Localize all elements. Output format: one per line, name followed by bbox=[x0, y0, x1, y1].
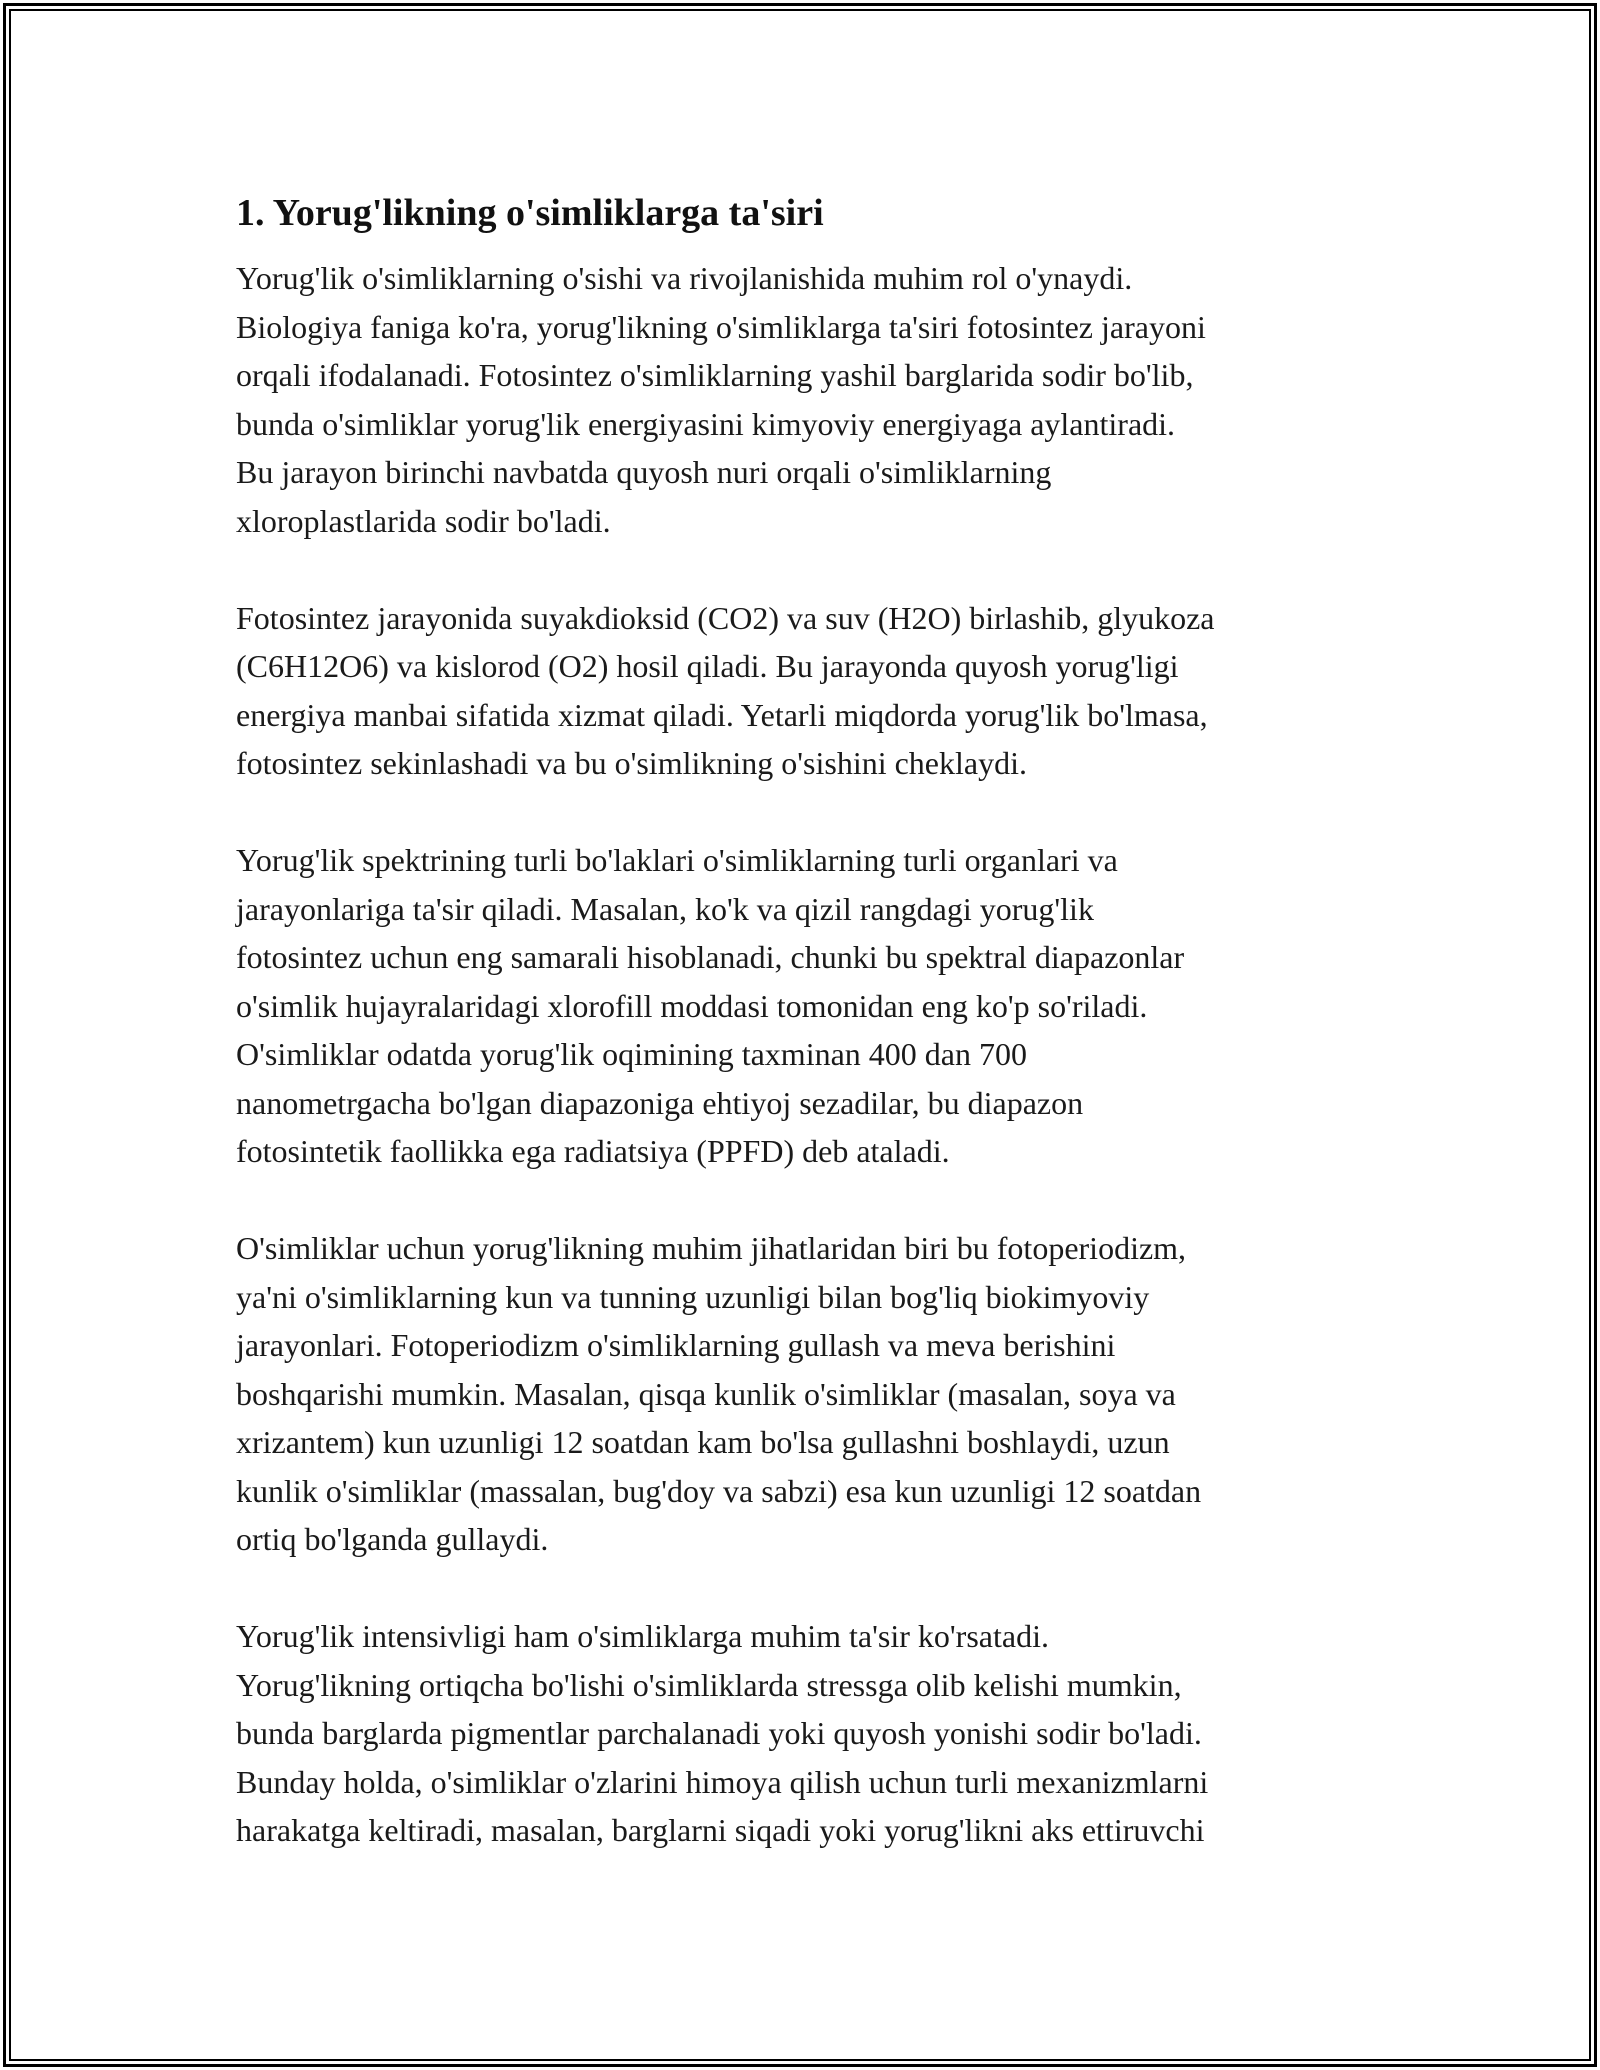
text-line: fotosintez sekinlashadi va bu o'simlikning o'sishini cheklaydi. bbox=[236, 745, 1027, 781]
text-line: fotosintetik faollikka ega radiatsiya (PPFD) deb ataladi. bbox=[236, 1133, 950, 1169]
text-line: boshqarishi mumkin. Masalan, qisqa kunlik o'simliklar (masalan, soya va bbox=[236, 1375, 1176, 1412]
text-line: Biologiya faniga ko'ra, yorug'likning o'simliklarga ta'siri fotosintez jarayoni bbox=[236, 308, 1206, 345]
text-line: o'simlik hujayralaridagi xlorofill moddasi tomonidan eng ko'p so'riladi. bbox=[236, 987, 1148, 1024]
text-line: Fotosintez jarayonida suyakdioksid (CO2) va suv (H2O) birlashib, glyukoza bbox=[236, 599, 1215, 636]
text-line: bunda barglarda pigmentlar parchalanadi yoki quyosh yonishi sodir bo'ladi. bbox=[236, 1715, 1202, 1751]
paragraph-5 bbox=[236, 1612, 1371, 1855]
text-line: energiya manbai sifatida xizmat qiladi. Yetarli miqdorda yorug'lik bo'lmasa, bbox=[236, 696, 1208, 733]
text-line: bunda o'simliklar yorug'lik energiyasini kimyoviy energiyaga aylantiradi. bbox=[236, 405, 1176, 442]
text-line: Yorug'lik intensivligi ham o'simliklarga muhim ta'sir ko'rsatadi. bbox=[236, 1618, 1049, 1654]
text-line: orqali ifodalanadi. Fotosintez o'simliklarning yashil barglarida sodir bo'lib, bbox=[236, 357, 1194, 393]
text-line: Bu jarayon birinchi navbatda quyosh nuri orqali o'simliklarning bbox=[236, 454, 1052, 490]
text-line: harakatga keltiradi, masalan, barglarni siqadi yoki yorug'likni aks ettiruvchi bbox=[236, 1812, 1205, 1848]
text-line: jarayonlariga ta'sir qiladi. Masalan, ko'k va qizil rangdagi yorug'lik bbox=[236, 890, 1094, 927]
paragraph-4 bbox=[236, 1224, 1371, 1564]
text-line: jarayonlari. Fotoperiodizm o'simliklarning gullash va meva berishini bbox=[236, 1327, 1116, 1363]
text-line: Yorug'lik o'simliklarning o'sishi va rivojlanishida muhim rol o'ynaydi. bbox=[236, 260, 1133, 296]
text-line: nanometrgacha bo'lgan diapazoniga ehtiyoj sezadilar, bu diapazon bbox=[236, 1084, 1084, 1121]
text-line: Bunday holda, o'simliklar o'zlarini himoya qilish uchun turli mexanizmlarni bbox=[236, 1763, 1209, 1800]
text-line: xrizantem) kun uzunligi 12 soatdan kam bo'lsa gullashni boshlaydi, uzun bbox=[236, 1424, 1170, 1460]
text-line: Yorug'lik spektrining turli bo'laklari o'simliklarning turli organlari va bbox=[236, 842, 1118, 878]
text-line: fotosintez uchun eng samarali hisoblanadi, chunki bu spektral diapazonlar bbox=[236, 939, 1185, 975]
text-line: ya'ni o'simliklarning kun va tunning uzunligi bilan bog'liq biokimyoviy bbox=[236, 1278, 1150, 1315]
text-line: (C6H12O6) va kislorod (O2) hosil qiladi. Bu jarayonda quyosh yorug'ligi bbox=[236, 648, 1179, 684]
document-body bbox=[236, 190, 1371, 1903]
text-line: Yorug'likning ortiqcha bo'lishi o'simliklarda stressga olib kelishi mumkin, bbox=[236, 1666, 1182, 1703]
paragraph-2 bbox=[236, 594, 1371, 788]
text-line: ortiq bo'lganda gullaydi. bbox=[236, 1521, 549, 1557]
paragraph-3 bbox=[236, 836, 1371, 1176]
section-heading: 1. Yorug'likning o'simliklarga ta'siri bbox=[236, 192, 824, 234]
paragraph-1 bbox=[236, 254, 1371, 545]
text-line: xloroplastlarida sodir bo'ladi. bbox=[236, 502, 611, 539]
text-line: kunlik o'simliklar (massalan, bug'doy va sabzi) esa kun uzunligi 12 soatdan bbox=[236, 1472, 1202, 1509]
text-line: O'simliklar odatda yorug'lik oqimining taxminan 400 dan 700 bbox=[236, 1036, 1027, 1072]
text-line: O'simliklar uchun yorug'likning muhim jihatlaridan biri bu fotoperiodizm, bbox=[236, 1230, 1187, 1266]
